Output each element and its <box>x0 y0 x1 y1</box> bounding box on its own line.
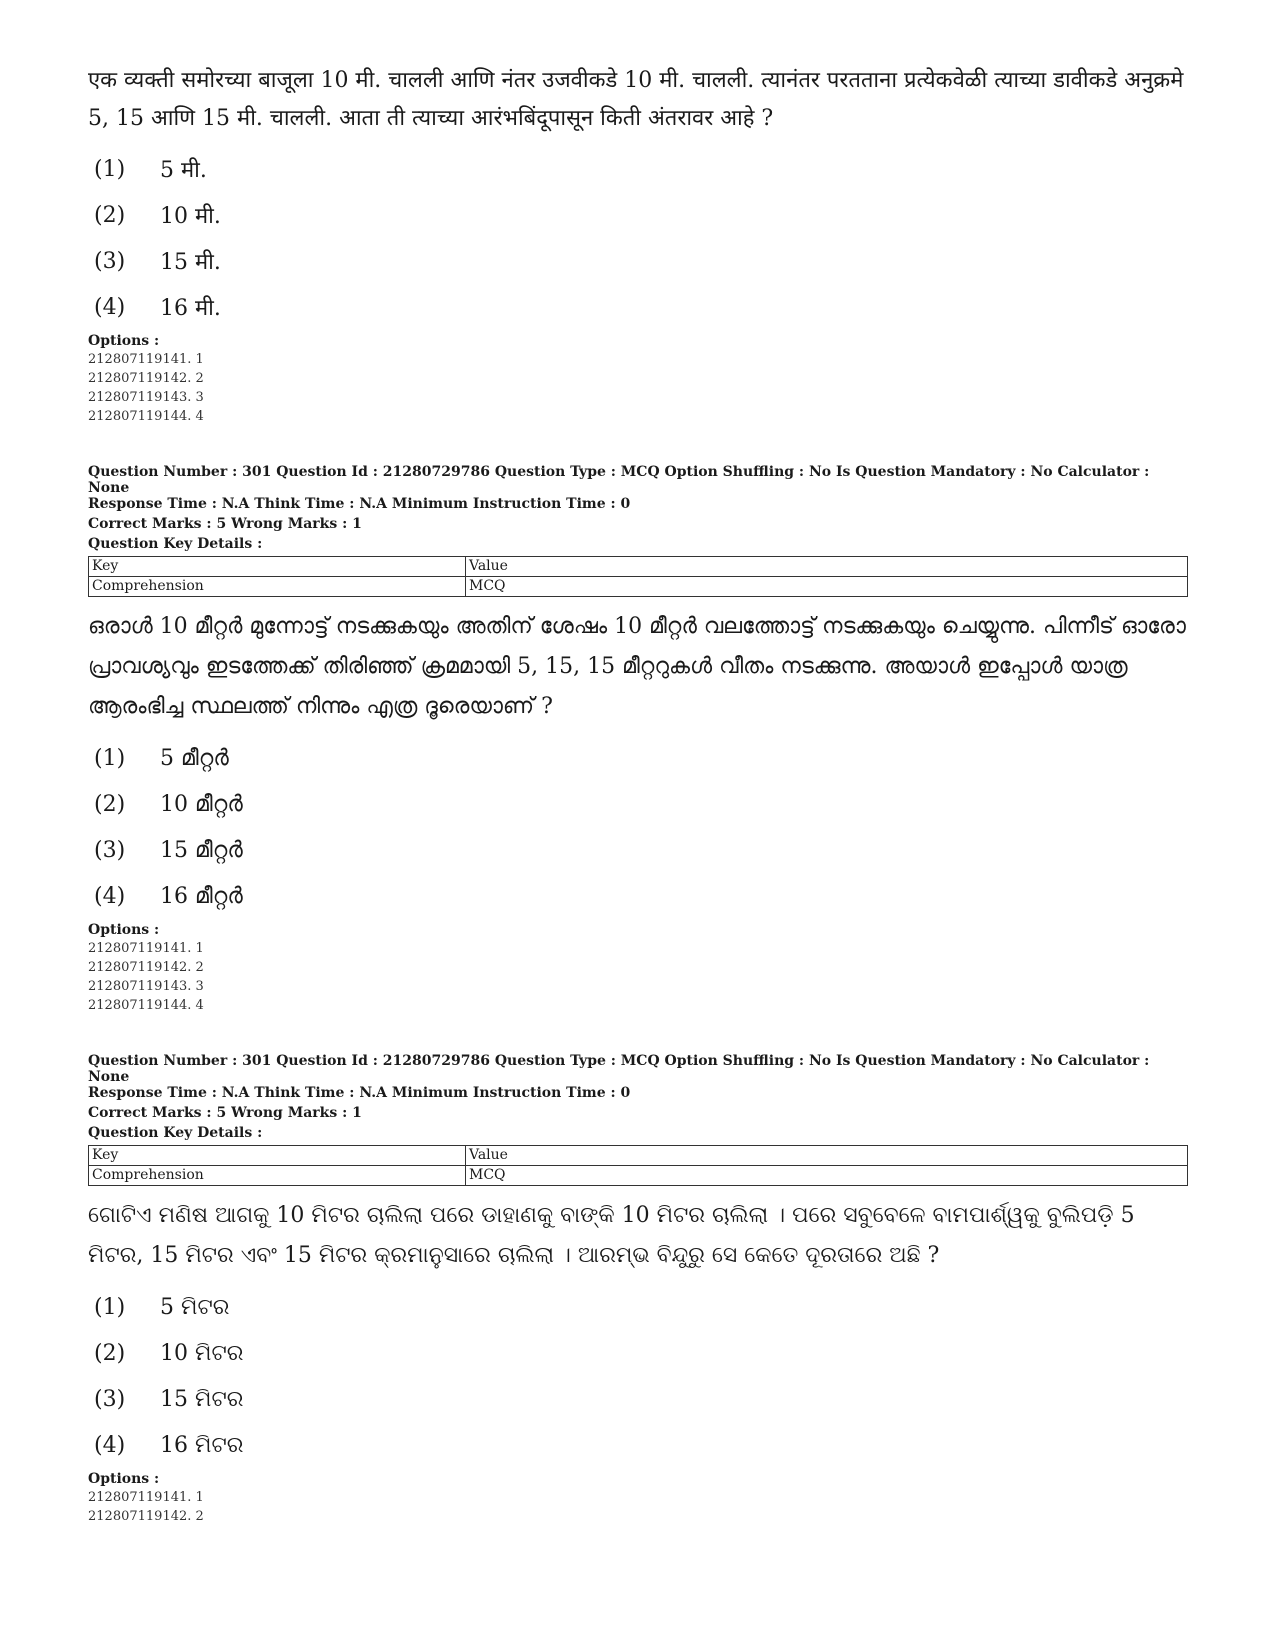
question-meta-line: Response Time : N.A Think Time : N.A Minimum Instruction Time : 0 <box>88 496 631 512</box>
option-list <box>94 146 1188 330</box>
option-text: 5 मी. <box>160 158 207 183</box>
option-number: (1) <box>94 156 126 182</box>
option-number: (2) <box>94 791 126 817</box>
option-id: 212807119143. 3 <box>88 390 204 405</box>
question-block-odia <box>88 1053 1188 1526</box>
option-text: 5 മീറ്റർ <box>160 745 229 771</box>
table-cell: Key <box>89 557 466 577</box>
option-1 <box>94 146 1188 192</box>
option-number: (3) <box>94 1386 126 1412</box>
key-details-label: Question Key Details : <box>88 1125 263 1141</box>
option-id: 212807119142. 2 <box>88 371 204 386</box>
key-value-table <box>88 1145 1188 1186</box>
option-text: 16 मी. <box>160 296 221 321</box>
table-row <box>89 577 1188 597</box>
option-3 <box>94 1376 1188 1422</box>
option-number: (3) <box>94 248 126 274</box>
table-cell: Key <box>89 1146 466 1166</box>
option-id: 212807119144. 4 <box>88 998 204 1013</box>
options-label: Options : <box>88 1471 160 1487</box>
table-cell: MCQ <box>466 577 1188 597</box>
table-header-row <box>89 1146 1188 1166</box>
option-3 <box>94 827 1188 873</box>
question-meta-line: Response Time : N.A Think Time : N.A Minimum Instruction Time : 0 <box>88 1085 631 1101</box>
option-3 <box>94 238 1188 284</box>
question-meta-line: Question Number : 301 Question Id : 21280729786 Question Type : MCQ Option Shuffling : No Is Question Mandatory : No Calculator : None <box>88 464 1150 496</box>
option-number: (4) <box>94 1432 126 1458</box>
options-label: Options : <box>88 922 160 938</box>
table-cell: Comprehension <box>89 577 466 597</box>
table-header-row <box>89 557 1188 577</box>
option-1 <box>94 735 1188 781</box>
option-2 <box>94 1330 1188 1376</box>
option-id: 212807119143. 3 <box>88 979 204 994</box>
option-id: 212807119141. 1 <box>88 1490 204 1505</box>
key-details-label: Question Key Details : <box>88 536 263 552</box>
option-2 <box>94 781 1188 827</box>
option-number: (1) <box>94 745 126 771</box>
option-id: 212807119144. 4 <box>88 409 204 424</box>
option-text: 16 ମିଟର <box>160 1432 244 1458</box>
option-text: 15 മീറ്റർ <box>160 837 243 863</box>
option-id: 212807119142. 2 <box>88 960 204 975</box>
key-value-table <box>88 556 1188 597</box>
option-list <box>94 1284 1188 1468</box>
question-text: ഒരാൾ 10 മീറ്റർ മുന്നോട്ട് നടക്കുകയും അതിന് ശേഷം 10 മീറ്റർ വലത്തോട്ട് നടക്കുകയും ചെയ്യുന്നു. പിന്നീട് ഓരോ പ്രാവശ്യവും ഇടത്തേക്ക് തിരിഞ്ഞ് ക്രമമായി 5, 15, 15 മീറ്ററുകൾ വീതം നടക്കുന്നു. അയാൾ ഇപ്പോൾ യാത്ര ആരംഭിച്ച സ്ഥലത്ത് നിന്നും എത്ര ദൂരെയാണ് ? <box>88 614 1186 719</box>
option-number: (1) <box>94 1294 126 1320</box>
marks-line: Correct Marks : 5 Wrong Marks : 1 <box>88 516 362 532</box>
table-row <box>89 1166 1188 1186</box>
option-text: 16 മീറ്റർ <box>160 883 243 909</box>
document-page <box>88 62 1188 1526</box>
option-id: 212807119141. 1 <box>88 941 204 956</box>
option-text: 10 मी. <box>160 204 221 229</box>
option-4 <box>94 284 1188 330</box>
option-number: (4) <box>94 883 126 909</box>
table-cell: MCQ <box>466 1166 1188 1186</box>
option-number: (4) <box>94 294 126 320</box>
question-meta-line: Question Number : 301 Question Id : 21280729786 Question Type : MCQ Option Shuffling : No Is Question Mandatory : No Calculator : None <box>88 1053 1150 1085</box>
option-4 <box>94 1422 1188 1468</box>
option-id: 212807119141. 1 <box>88 352 204 367</box>
option-text: 15 ମିଟର <box>160 1386 244 1412</box>
option-number: (2) <box>94 1340 126 1366</box>
option-number: (3) <box>94 837 126 863</box>
option-text: 5 ମିଟର <box>160 1294 230 1320</box>
options-label: Options : <box>88 333 160 349</box>
question-text: ଗୋଟିଏ ମଣିଷ ଆଗକୁ 10 ମିଟର ଚାଲିଲା ପରେ ଡାହାଣକୁ ବାଙ୍କି 10 ମିଟର ଚାଲିଲା । ପରେ ସବୁବେଳେ ବାମପାର୍ଶ୍ୱକୁ ବୁଲିପଡ଼ି 5 ମିଟର, 15 ମିଟର ଏବଂ 15 ମିଟର କ୍ରମାନୁସାରେ ଚାଲିଲା । ଆରମ୍ଭ ବିନ୍ଦୁରୁ ସେ କେତେ ଦୂରତାରେ ଅଛି ? <box>88 1203 1135 1268</box>
option-text: 10 മീറ്റർ <box>160 791 243 817</box>
option-text: 10 ମିଟର <box>160 1340 244 1366</box>
option-2 <box>94 192 1188 238</box>
question-text: एक व्यक्ती समोरच्या बाजूला 10 मी. चालली आणि नंतर उजवीकडे 10 मी. चालली. त्यानंतर परतताना प्रत्येकवेळी त्याच्या डावीकडे अनुक्रमे 5, 15 आणि 15 मी. चालली. आता ती त्याच्या आरंभबिंदूपासून किती अंतरावर आहे ? <box>88 68 1184 131</box>
option-list <box>94 735 1188 919</box>
option-1 <box>94 1284 1188 1330</box>
option-id: 212807119142. 2 <box>88 1509 204 1524</box>
table-cell: Value <box>466 557 1188 577</box>
option-number: (2) <box>94 202 126 228</box>
option-text: 15 मी. <box>160 250 221 275</box>
option-4 <box>94 873 1188 919</box>
table-cell: Comprehension <box>89 1166 466 1186</box>
marks-line: Correct Marks : 5 Wrong Marks : 1 <box>88 1105 362 1121</box>
question-block-malayalam <box>88 464 1188 1015</box>
table-cell: Value <box>466 1146 1188 1166</box>
question-block-marathi <box>88 62 1188 426</box>
